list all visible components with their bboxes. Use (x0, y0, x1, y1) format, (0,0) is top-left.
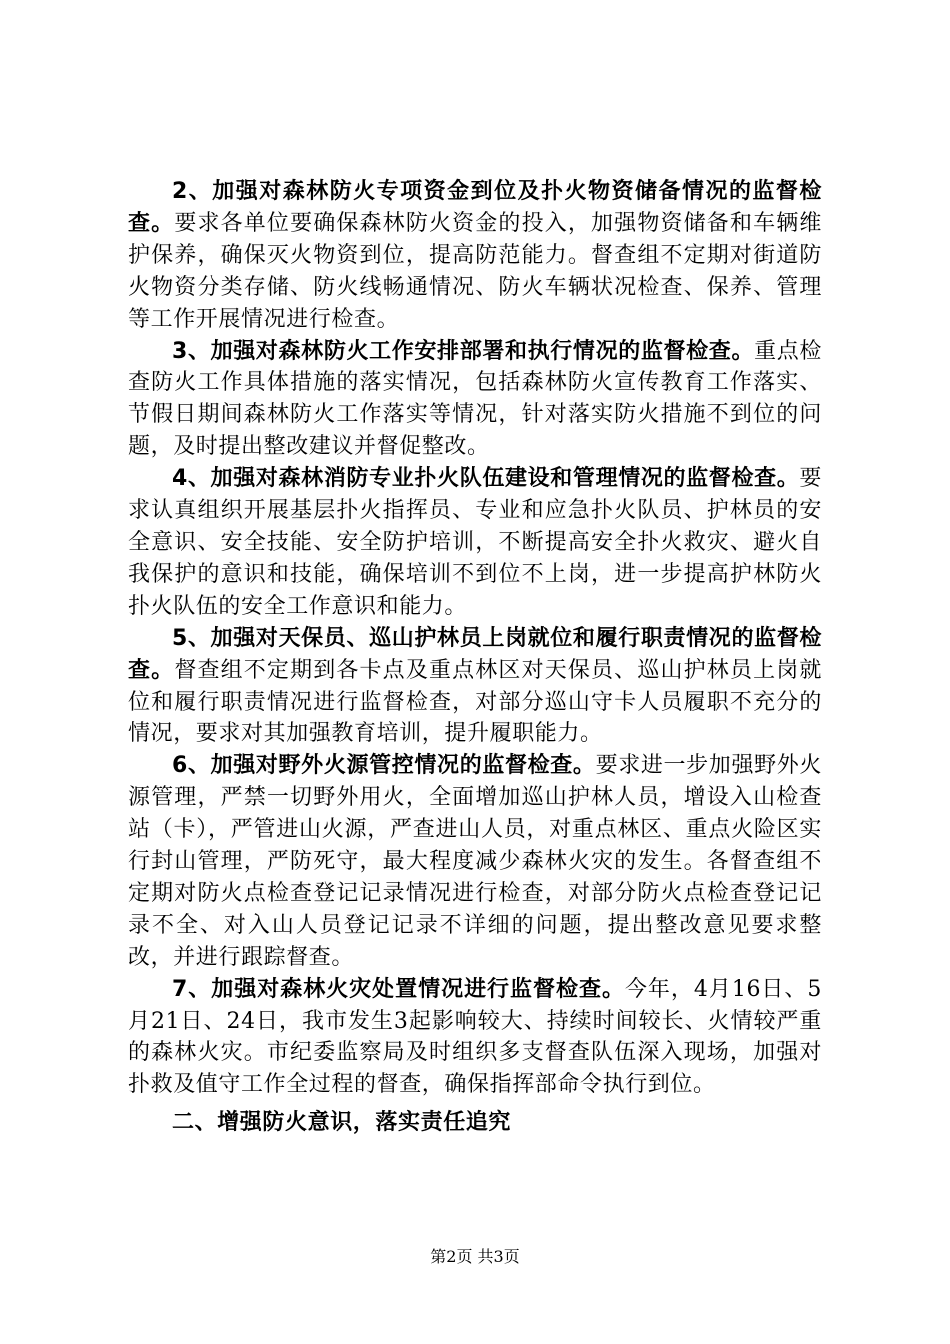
paragraph-lead: 7、加强对森林火灾处置情况进行监督检查。 (172, 976, 625, 1002)
paragraph-item-6 (128, 750, 822, 973)
paragraph-item-7 (128, 974, 822, 1102)
paragraph-lead: 6、加强对野外火源管控情况的监督检查。 (172, 753, 596, 779)
paragraph-body: 要求认真组织开展基层扑火指挥员、专业和应急扑火队员、护林员的安全意识、安全技能、安全防护培训，不断提高安全扑火救灾、避火自我保护的意识和技能，确保培训不到位不上岗，进一步提高护林防火扑火队伍的安全工作意识和能力。 (128, 466, 822, 619)
paragraph-item-2 (128, 176, 822, 336)
paragraph-body: 要求进一步加强野外火源管理，严禁一切野外用火，全面增加巡山护林人员，增设入山检查站（卡），严管进山火源，严查进山人员，对重点林区、重点火险区实行封山管理，严防死守，最大程度减少森林火灾的发生。各督查组不定期对防火点检查登记记录情况进行检查，对部分防火点检查登记记录不全、对入山人员登记记录不详细的问题，提出整改意见要求整改，并进行跟踪督查。 (128, 753, 822, 970)
paragraph-lead: 5、加强对天保员、巡山护林员上岗就位和履行职责情况的监督检查。 (128, 625, 822, 683)
paragraph-lead: 2、加强对森林防火专项资金到位及扑火物资储备情况的监督检查。 (128, 179, 822, 236)
paragraph-body: 重点检查防火工作具体措施的落实情况，包括森林防火宣传教育工作落实、节假日期间森林防火工作落实等情况，针对落实防火措施不到位的问题，及时提出整改建议并督促整改。 (128, 338, 822, 460)
paragraph-body: 今年，4月16日、5月21日、24日，我市发生3起影响较大、持续时间较长、火情较严重的森林火灾。市纪委监察局及时组织多支督查队伍深入现场，加强对扑救及值守工作全过程的督查，确保指挥部命令执行到位。 (128, 976, 822, 1098)
paragraph-lead: 4、加强对森林消防专业扑火队伍建设和管理情况的监督检查。 (172, 466, 800, 492)
paragraph-lead: 3、加强对森林防火工作安排部署和执行情况的监督检查。 (172, 338, 755, 364)
section-heading: 二、增强防火意识，落实责任追究 (172, 1110, 512, 1136)
paragraph-item-5 (128, 623, 822, 751)
paragraph-item-4 (128, 463, 822, 623)
paragraph-body: 要求各单位要确保森林防火资金的投入，加强物资储备和车辆维护保养，确保灭火物资到位，提高防范能力。督查组不定期对街道防火物资分类存储、防火线畅通情况、防火车辆状况检查、保养、管理等工作开展情况进行检查。 (128, 210, 822, 332)
paragraph-body: 督查组不定期到各卡点及重点林区对天保员、巡山护林员上岗就位和履行职责情况进行监督检查，对部分巡山守卡人员履职不充分的情况，要求对其加强教育培训，提升履职能力。 (128, 657, 822, 747)
paragraph-item-3 (128, 336, 822, 464)
page-footer: 第2页 共3页 (430, 1247, 520, 1266)
document-body (128, 176, 822, 1139)
